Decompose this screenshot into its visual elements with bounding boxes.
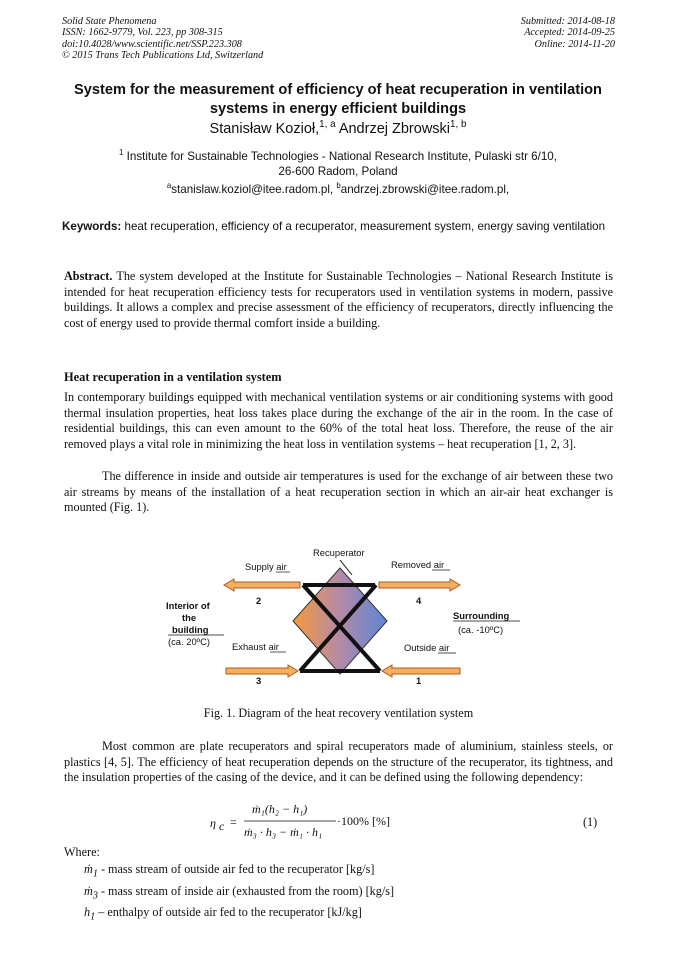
email-b: andrzej.zbrowski@itee.radom.pl,	[340, 183, 510, 196]
stream-1: 1	[416, 675, 422, 686]
interior-temp: (ca. 20ºC)	[168, 636, 210, 647]
author-2-sup: 1, b	[450, 119, 467, 131]
definition-item	[84, 861, 394, 883]
issn: ISSN: 1662-9779, Vol. 223, pp 308-315	[62, 27, 223, 39]
definition-item	[84, 904, 394, 926]
eq-lhs-sub: c	[219, 819, 225, 833]
recuperator-label: Recuperator	[313, 547, 365, 558]
affiliation	[62, 149, 614, 179]
keywords	[62, 219, 614, 234]
stream-2: 2	[256, 595, 262, 606]
def-text: – enthalpy of outside air fed to the recuperator [kJ/kg]	[95, 905, 362, 920]
affiliation-sup: 1	[119, 148, 124, 158]
def-sub: 1	[92, 868, 98, 880]
eq-tail: ·100% [%]	[337, 814, 390, 828]
eq-equals: =	[230, 815, 237, 829]
definition-list	[84, 861, 394, 926]
definition-item	[84, 883, 394, 905]
affiliation-line-1: Institute for Sustainable Technologies - National Research Institute, Pulaski str 6/10,	[126, 150, 557, 163]
outside-air-label: Outside air	[404, 642, 450, 653]
doi: doi:10.4028/www.scientific.net/SSP.223.308	[62, 38, 242, 50]
stream-3: 3	[256, 675, 262, 686]
copyright: © 2015 Trans Tech Publications Ltd, Switzerland	[62, 50, 264, 62]
email-a: stanislaw.koziol@itee.radom.pl,	[171, 183, 334, 196]
eq-numerator: ṁ₁(h₂ − h₁)	[252, 802, 308, 816]
def-text: - mass stream of inside air (exhausted from the room) [kg/s]	[97, 883, 395, 898]
online-date: Online: 2014-11-20	[534, 38, 615, 50]
email-a-sup: a	[166, 181, 172, 191]
heat-recovery-diagram	[160, 543, 520, 693]
supply-arrow	[224, 579, 300, 591]
figure-caption: Fig. 1. Diagram of the heat recovery ventilation system	[203, 706, 474, 720]
keywords-label: Keywords:	[62, 220, 122, 233]
where-label: Where:	[64, 845, 100, 859]
email-b-sup: b	[336, 181, 341, 191]
interior-label-2: the	[182, 612, 197, 623]
def-text: - mass stream of outside air fed to the recuperator [kg/s]	[97, 862, 375, 876]
accepted-date: Accepted: 2014-09-25	[524, 27, 615, 39]
interior-label-3: building	[172, 624, 209, 635]
abstract-label: Abstract.	[64, 269, 113, 283]
exhaust-air-label: Exhaust air	[232, 641, 279, 652]
emails	[62, 183, 614, 196]
paragraph-3: Most common are plate recuperators and spiral recuperators made of aluminium, stainless steels, or plastics [4, 5]. The efficiency of heat recuperation depends on the structure of the recuperator, its tightness, and the insulation properties of the casing of the device, and it can be defined using the following dependency:	[64, 739, 613, 785]
paper-title: System for the measurement of efficiency of heat recuperation in ventilation systems in energy efficient buildings	[74, 82, 602, 117]
def-sub: 1	[90, 911, 96, 923]
def-symbol: ṁ	[84, 883, 93, 898]
supply-air-label: Supply air	[245, 561, 287, 572]
surrounding-temp: (ca. -10ºC)	[458, 624, 504, 635]
def-symbol: h	[84, 905, 91, 920]
removed-air-label: Removed air	[391, 559, 445, 570]
author-1: Stanisław Kozioł,	[209, 121, 320, 137]
abstract	[64, 269, 613, 331]
eq-lhs: η	[210, 816, 216, 830]
paragraph-2: The difference in inside and outside air temperatures is used for the exchange of air between these two air streams by means of the installation of a heat recuperation section in which an air-air heat exchanger is mounted (Fig. 1).	[64, 469, 613, 515]
journal-name: Solid State Phenomena	[62, 16, 157, 27]
keywords-text: heat recuperation, efficiency of a recuperator, measurement system, energy saving ventilation	[124, 220, 606, 233]
journal-info	[62, 16, 263, 62]
stream-4: 4	[416, 595, 422, 606]
def-sub: 3	[92, 890, 98, 902]
def-symbol: ṁ	[84, 862, 93, 876]
author-2: Andrzej Zbrowski	[338, 121, 451, 137]
removed-arrow	[379, 579, 460, 591]
section-heading: Heat recuperation in a ventilation system	[64, 370, 282, 384]
author-1-sup: 1, a	[319, 119, 336, 131]
exhaust-arrow	[226, 665, 298, 677]
surrounding-label: Surrounding	[453, 610, 510, 621]
submitted-date: Submitted: 2014-08-18	[520, 16, 615, 27]
affiliation-line-2: 26-600 Radom, Poland	[278, 165, 398, 178]
interior-label-1: Interior of	[166, 600, 210, 611]
author-list	[62, 121, 614, 137]
abstract-text: The system developed at the Institute for Sustainable Technologies – National Research Institute is intended for heat recuperation efficiency tests for recuperators used in ventilation systems in modern, passive buildings. It allows a complex and precise assessment of the efficiency of recuperators, directly influencing the cost of energy used to provide thermal comfort inside a building.	[64, 269, 614, 330]
equation-number: (1)	[583, 815, 598, 829]
eq-denominator: ṁ₃ · h₃ − ṁ₁ · h₁	[244, 825, 323, 839]
paragraph-1: In contemporary buildings equipped with mechanical ventilation systems or air conditioning systems with good thermal insulation properties, heat loss takes place during the exchange of the air in the room. In the case of residential buildings, this can even amount to the 60% of the total heat loss. Therefore, the reuse of the air removed plays a vital role in minimizing the heat loss in ventilation systems – heat recuperation [1, 2, 3].	[64, 390, 613, 451]
dates-info	[521, 16, 615, 50]
efficiency-equation	[210, 796, 410, 846]
